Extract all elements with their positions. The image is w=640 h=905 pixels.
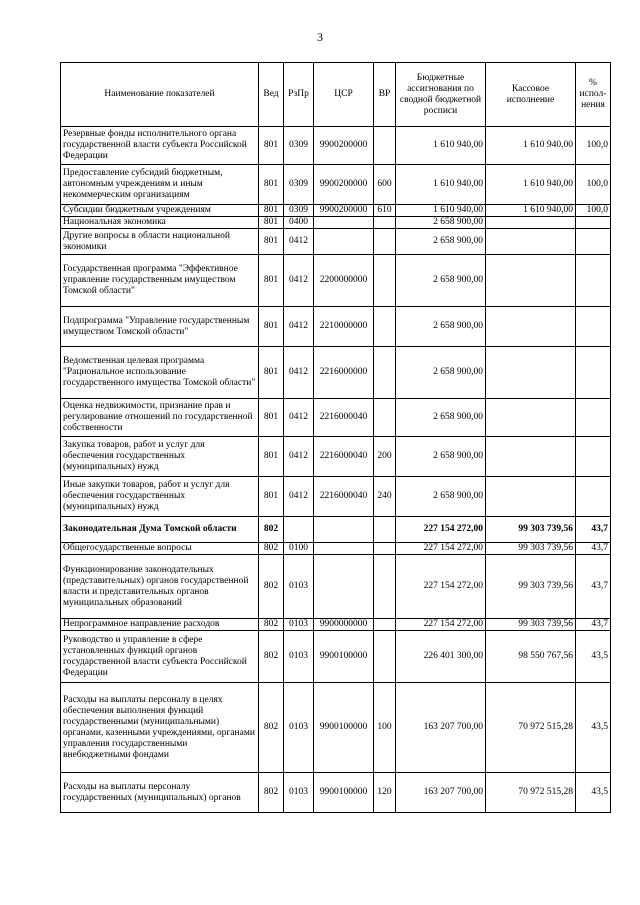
cell-name: Общегосударственные вопросы [61,543,259,555]
table-row [61,165,611,205]
cell-pct [576,477,611,517]
cell-ved: 801 [259,399,284,437]
cell-budget: 2 658 900,00 [396,477,486,517]
cell-pct [576,307,611,347]
cell-pct [576,217,611,229]
cell-exec [486,347,576,399]
cell-budget: 163 207 700,00 [396,773,486,813]
cell-budget: 2 658 900,00 [396,229,486,255]
cell-pct: 43,5 [576,773,611,813]
table-row [61,217,611,229]
cell-csr: 2216000040 [314,399,374,437]
table-row [61,347,611,399]
cell-ved: 801 [259,255,284,307]
cell-vr [374,255,396,307]
table-row [61,399,611,437]
header-pct: % испол-нения [576,63,611,127]
cell-pct [576,347,611,399]
cell-exec: 99 303 739,56 [486,543,576,555]
cell-pct: 43,7 [576,619,611,631]
table-row [61,127,611,165]
cell-csr: 2210000000 [314,307,374,347]
cell-name: Расходы на выплаты персоналу государственных (муниципальных) органов [61,773,259,813]
cell-name: Функционирование законодательных (представительных) органов государственной власти и представительных органов муниципальных образований [61,555,259,619]
table-row [61,773,611,813]
cell-ved: 801 [259,205,284,217]
cell-exec: 1 610 940,00 [486,165,576,205]
cell-vr [374,619,396,631]
cell-ved: 801 [259,477,284,517]
cell-name: Иные закупки товаров, работ и услуг для обеспечения государственных (муниципальных) нужд [61,477,259,517]
cell-rzpr: 0309 [284,165,314,205]
cell-pct [576,229,611,255]
table-row [61,543,611,555]
cell-csr: 2216000040 [314,437,374,477]
table-row [61,437,611,477]
cell-budget: 163 207 700,00 [396,683,486,773]
cell-ved: 801 [259,217,284,229]
cell-csr [314,543,374,555]
cell-vr [374,517,396,543]
cell-ved: 802 [259,631,284,683]
cell-exec: 99 303 739,56 [486,619,576,631]
cell-rzpr: 0103 [284,631,314,683]
cell-exec: 99 303 739,56 [486,555,576,619]
cell-pct: 43,5 [576,631,611,683]
cell-rzpr: 0100 [284,543,314,555]
cell-csr: 9900200000 [314,165,374,205]
cell-pct [576,437,611,477]
cell-name: Закупка товаров, работ и услуг для обеспечения государственных (муниципальных) нужд [61,437,259,477]
cell-vr [374,347,396,399]
cell-csr: 2216000000 [314,347,374,399]
cell-ved: 801 [259,229,284,255]
header-name: Наименование показателей [61,63,259,127]
cell-vr [374,543,396,555]
cell-budget: 227 154 272,00 [396,543,486,555]
cell-vr: 100 [374,683,396,773]
header-budget: Бюджетные ассигнования по сводной бюджетной росписи [396,63,486,127]
cell-csr [314,555,374,619]
table-row [61,619,611,631]
cell-vr [374,399,396,437]
cell-vr [374,217,396,229]
cell-vr: 120 [374,773,396,813]
table-row [61,555,611,619]
table-row [61,307,611,347]
table-row [61,255,611,307]
cell-pct: 43,7 [576,517,611,543]
cell-ved: 802 [259,555,284,619]
table-row [61,517,611,543]
cell-name: Непрограммное направление расходов [61,619,259,631]
cell-ved: 802 [259,773,284,813]
cell-rzpr: 0412 [284,477,314,517]
cell-name: Расходы на выплаты персоналу в целях обеспечения выполнения функций государственными (муниципальными) органами, казенными учреждениями, органами управления государственными внебюджетными фондами [61,683,259,773]
cell-name: Субсидии бюджетным учреждениям [61,205,259,217]
cell-csr: 9900100000 [314,683,374,773]
header-rzpr: РзПр [284,63,314,127]
cell-rzpr: 0412 [284,437,314,477]
cell-csr: 9900200000 [314,127,374,165]
cell-pct: 43,7 [576,543,611,555]
cell-pct: 100,0 [576,205,611,217]
table-body [61,127,611,813]
budget-execution-table [60,62,611,813]
cell-budget: 2 658 900,00 [396,307,486,347]
cell-rzpr: 0412 [284,399,314,437]
cell-exec: 70 972 515,28 [486,683,576,773]
cell-csr: 9900200000 [314,205,374,217]
cell-rzpr: 0103 [284,773,314,813]
cell-exec: 98 550 767,56 [486,631,576,683]
cell-csr: 9900000000 [314,619,374,631]
header-vr: ВР [374,63,396,127]
cell-vr: 600 [374,165,396,205]
cell-exec [486,307,576,347]
cell-exec: 1 610 940,00 [486,127,576,165]
cell-csr: 9900100000 [314,773,374,813]
table-row [61,477,611,517]
cell-pct: 43,7 [576,555,611,619]
cell-csr: 9900100000 [314,631,374,683]
cell-vr [374,307,396,347]
cell-budget: 227 154 272,00 [396,517,486,543]
cell-exec [486,477,576,517]
cell-budget: 2 658 900,00 [396,399,486,437]
cell-budget: 2 658 900,00 [396,217,486,229]
cell-csr: 2200000000 [314,255,374,307]
cell-exec [486,437,576,477]
cell-name: Национальная экономика [61,217,259,229]
cell-name: Предоставление субсидий бюджетным, автономным учреждениям и иным некоммерческим организациям [61,165,259,205]
cell-csr [314,517,374,543]
cell-name: Руководство и управление в сфере установленных функций органов государственной власти субъекта Российской Федерации [61,631,259,683]
table-row [61,205,611,217]
cell-exec [486,399,576,437]
cell-budget: 227 154 272,00 [396,619,486,631]
cell-rzpr: 0412 [284,347,314,399]
cell-ved: 801 [259,307,284,347]
cell-budget: 1 610 940,00 [396,205,486,217]
cell-ved: 801 [259,437,284,477]
cell-vr: 200 [374,437,396,477]
cell-name: Оценка недвижимости, признание прав и регулирование отношений по государственной собственности [61,399,259,437]
cell-rzpr: 0412 [284,229,314,255]
cell-pct: 100,0 [576,165,611,205]
cell-rzpr: 0309 [284,127,314,165]
cell-rzpr: 0309 [284,205,314,217]
cell-budget: 2 658 900,00 [396,437,486,477]
cell-budget: 226 401 300,00 [396,631,486,683]
cell-ved: 802 [259,619,284,631]
cell-rzpr: 0412 [284,307,314,347]
table-row [61,683,611,773]
cell-vr [374,229,396,255]
cell-exec [486,229,576,255]
cell-name: Резервные фонды исполнительного органа государственной власти субъекта Российской Федерации [61,127,259,165]
cell-ved: 802 [259,517,284,543]
cell-ved: 801 [259,127,284,165]
cell-budget: 2 658 900,00 [396,255,486,307]
cell-exec: 1 610 940,00 [486,205,576,217]
cell-vr: 610 [374,205,396,217]
cell-rzpr: 0400 [284,217,314,229]
cell-ved: 802 [259,683,284,773]
cell-csr [314,217,374,229]
cell-rzpr: 0103 [284,683,314,773]
cell-ved: 801 [259,347,284,399]
cell-exec [486,217,576,229]
cell-exec: 99 303 739,56 [486,517,576,543]
cell-budget: 227 154 272,00 [396,555,486,619]
page-number: 3 [317,30,323,44]
cell-rzpr: 0412 [284,255,314,307]
cell-name: Ведомственная целевая программа "Рациональное использование государственного имущества Томской области" [61,347,259,399]
cell-pct [576,399,611,437]
cell-vr [374,631,396,683]
table-row [61,229,611,255]
table-row [61,631,611,683]
cell-budget: 1 610 940,00 [396,127,486,165]
cell-csr [314,229,374,255]
cell-name: Государственная программа "Эффективное управление государственным имуществом Томской области" [61,255,259,307]
cell-name: Другие вопросы в области национальной экономики [61,229,259,255]
table-header-row [61,63,611,127]
cell-exec [486,255,576,307]
cell-rzpr: 0103 [284,619,314,631]
cell-pct: 43,5 [576,683,611,773]
cell-vr [374,555,396,619]
header-csr: ЦСР [314,63,374,127]
cell-pct [576,255,611,307]
cell-name: Законодательная Дума Томской области [61,517,259,543]
header-ved: Вед [259,63,284,127]
cell-csr: 2216000040 [314,477,374,517]
cell-vr [374,127,396,165]
cell-vr: 240 [374,477,396,517]
cell-rzpr: 0103 [284,555,314,619]
cell-ved: 802 [259,543,284,555]
cell-ved: 801 [259,165,284,205]
header-exec: Кассовое исполнение [486,63,576,127]
cell-exec: 70 972 515,28 [486,773,576,813]
cell-budget: 2 658 900,00 [396,347,486,399]
cell-rzpr [284,517,314,543]
cell-name: Подпрограмма "Управление государственным имуществом Томской области" [61,307,259,347]
cell-pct: 100,0 [576,127,611,165]
cell-budget: 1 610 940,00 [396,165,486,205]
